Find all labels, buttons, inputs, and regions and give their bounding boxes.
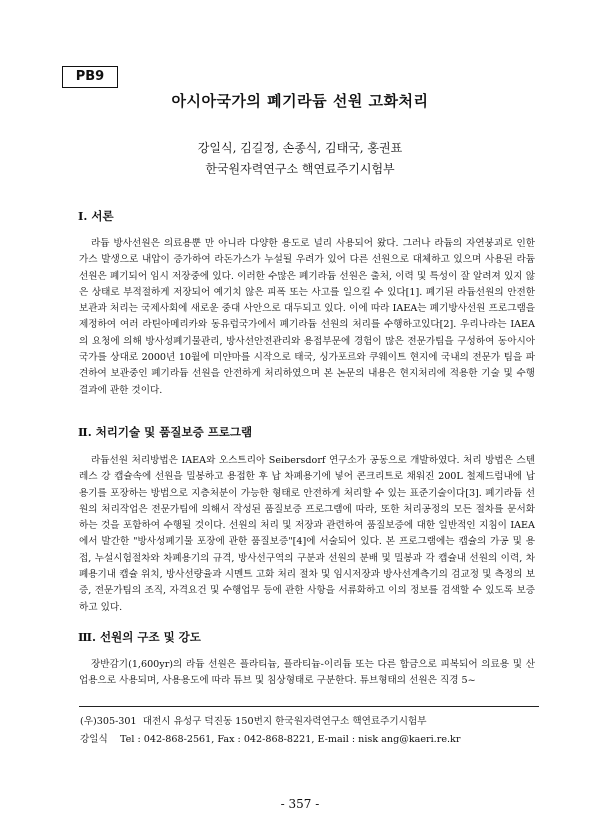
section-body-methods: 라듐선원 처리방법은 IAEA와 오스트리아 Seibersdorf 연구소가 공동으로 개발하였다. 처리 방법은 스텐레스 강 캡슐속에 선원을 밀봉하고 용접한 후 납 차폐용기에 넣어 콘크리트로 채워진 200L 철제드럼내에 납 용기를 포장하는 방법으로 지층처분이 가능한 형태로 안전하게 처리할 수 있는 표준기술이다[3]. 폐기라듐 선원의 처리작업은 전문가팀에 의해서 작성된 품질보증 프로그램에 따라, 또한 처리공정의 모든 절차를 문서화하는 것을 포함하여 수행될 것이다. 선원의 처리 및 저장과 관련하여 품질보증에 대한 일반적인 지침이 IAEA에서 발간한 "방사성폐기물 포장에 관한 품질보증"[4]에 서술되어 있다. 본 프로그램에는 캡슐의 가공 및 용접, 누설시험절차와 차폐용기의 규격, 방사선구역의 구분과 선원의 분배 및 밀봉과 각 캡슐내 선원의 이력, 차폐용기내 캡슐 위치, 방사선량율과 시멘트 고화 처리 절차 및 임시저장과 방사선계측기의 검교정 및 측정의 보증, 전문가팀의 조직, 자격요건 및 수행업무 등에 관한 사항을 서류화하고 이의 정보를 검색할 수 있도록 보증하고 있다. — [79, 455, 535, 613]
footnote-divider — [79, 706, 539, 707]
footnote-address: (우)305-301 대전시 유성구 덕진동 150번지 한국원자력연구소 핵연료주기시험부 — [80, 716, 427, 727]
paper-affiliation: 한국원자력연구소 핵연료주기시험부 — [205, 162, 395, 176]
section-body-introduction: 라듐 방사선원은 의료용뿐 만 아니라 다양한 용도로 널리 사용되어 왔다. 그러나 라듐의 자연붕괴로 인한 가스 발생으로 내압이 증가하여 라돈가스가 누설될 우려가 있어 다른 선원으로 대체하고 있으며 사용된 라듐 선원은 폐기되어 임시 저장중에 있다. 이러한 수많은 폐기라듐 선원은 출처, 이력 및 특성이 잘 알려져 있지 않은 상태로 부적절하게 저장되어 예기치 않은 피폭 또는 사고를 일으킬 수 있다[1]. 폐기된 라듐선원의 안전한 보관과 처리는 국제사회에 새로운 중대 사안으로 대두되고 있다. 이에 따라 IAEA는 폐기방사선원 프로그램을 제정하여 여러 라틴아메리카와 동유럽국가에서 폐기라듐 선원의 처리를 수행하고있다[2]. 우리나라는 IAEA의 요청에 의해 방사성폐기물관리, 방사선안전관리와 용접부문에 경험이 많은 전문가팀을 구성하여 동아시아국가를 상대로 2000년 10월에 미얀마를 시작으로 태국, 싱가포르와 쿠웨이트 현지에 국내의 전문가 팀을 파견하여 보관중인 폐기라듐 선원을 안전하게 처리하였으며 본 논문의 내용은 현지처리에 적용한 기술 및 수행결과에 관한 것이다. — [79, 238, 535, 396]
paper-code-box: PB9 — [62, 66, 118, 88]
section-heading-structure: Ⅲ. 선원의 구조 및 강도 — [78, 630, 201, 644]
footnote-contact: 강일식 Tel : 042-868-2561, Fax : 042-868-8221, E-mail : nisk ang@kaeri.re.kr — [80, 734, 461, 745]
paper-title: 아시아국가의 폐기라듐 선원 고화처리 — [171, 92, 429, 110]
section-heading-methods: Ⅱ. 처리기술 및 품질보증 프로그램 — [78, 425, 253, 439]
paper-authors: 강일식, 김길정, 손종식, 김태국, 홍권표 — [197, 141, 403, 155]
page-number: - 357 - — [280, 797, 320, 811]
section-body-structure: 장반감기(1,600yr)의 라듐 선원은 플라티늄, 플라티늄-이리듐 또는 다른 합금으로 피복되어 의료용 및 산업용으로 사용되며, 사용용도에 따라 튜브 및 침상형태로 구분한다. 튜브형태의 선원은 직경 5~ — [79, 659, 535, 687]
section-heading-introduction: Ⅰ. 서론 — [78, 209, 114, 223]
